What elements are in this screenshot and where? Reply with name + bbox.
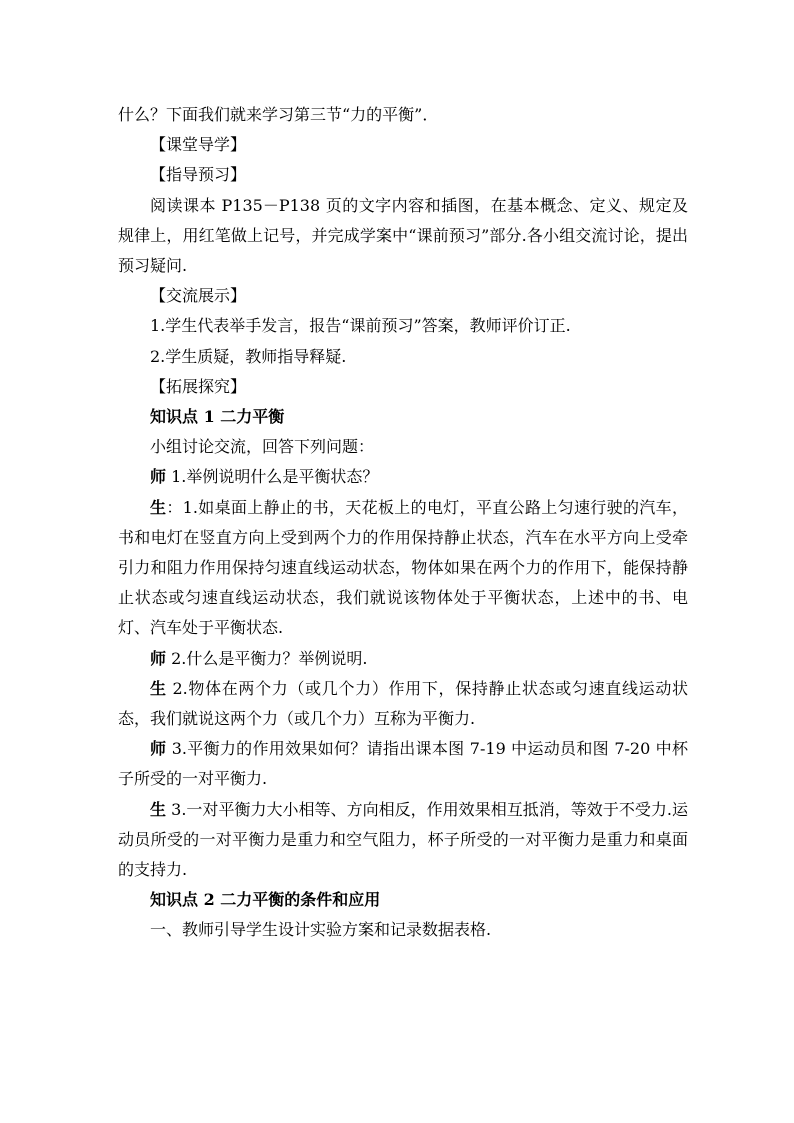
teacher-question bbox=[118, 644, 688, 674]
answer-text: 3.一对平衡力大小相等、方向相反，作用效果相互抵消，等效于不受力.运动员所受的一对平衡力是重力和空气阻力，杯子所受的一对平衡力是重力和桌面的支持力. bbox=[118, 799, 688, 880]
document-body bbox=[118, 100, 688, 946]
student-answer bbox=[118, 493, 688, 644]
teacher-question bbox=[118, 734, 688, 794]
paragraph: 小组讨论交流，回答下列问题： bbox=[150, 437, 375, 457]
paragraph: 一、教师引导学生设计实验方案和记录数据表格. bbox=[150, 920, 492, 940]
section-heading-extension: 【拓展探究】 bbox=[150, 376, 247, 396]
student-label: 生 bbox=[150, 799, 167, 819]
student-answer bbox=[118, 674, 688, 734]
teacher-question bbox=[118, 462, 688, 492]
list-item: 2.学生质疑，教师指导释疑. bbox=[150, 346, 347, 366]
question-text: 3.平衡力的作用效果如何？请指出课本图 7-19 中运动员和图 7-20 中杯子所受的一对平衡力. bbox=[118, 739, 688, 789]
student-label: 生 bbox=[150, 497, 167, 517]
knowledge-point-heading: 知识点 2 二力平衡的条件和应用 bbox=[150, 890, 381, 910]
section-heading-preview-guide: 【指导预习】 bbox=[150, 165, 247, 185]
teacher-label: 师 bbox=[150, 467, 167, 487]
answer-text: 2.物体在两个力（或几个力）作用下，保持静止状态或匀速直线运动状态，我们就说这两个力（或几个力）互称为平衡力. bbox=[118, 678, 688, 729]
teacher-label: 师 bbox=[150, 648, 167, 668]
section-heading-classroom-guide: 【课堂导学】 bbox=[150, 135, 247, 155]
question-text: 2.什么是平衡力？举例说明. bbox=[166, 648, 368, 668]
student-label: 生 bbox=[150, 678, 167, 698]
knowledge-point-heading: 知识点 1 二力平衡 bbox=[150, 407, 285, 427]
teacher-label: 师 bbox=[150, 739, 167, 759]
section-heading-exchange: 【交流展示】 bbox=[150, 286, 247, 306]
question-text: 1.举例说明什么是平衡状态？ bbox=[166, 467, 379, 487]
paragraph: 阅读课本 P135－P138 页的文字内容和插图，在基本概念、定义、规定及规律上，用红笔做上记号，并完成学案中“课前预习”部分.各小组交流讨论，提出预习疑问. bbox=[118, 195, 688, 276]
list-item: 1.学生代表举手发言，报告“课前预习”答案，教师评价订正. bbox=[150, 316, 571, 336]
paragraph: 什么？下面我们就来学习第三节“力的平衡”． bbox=[118, 105, 439, 124]
student-answer bbox=[118, 795, 688, 886]
answer-text: ：1.如桌面上静止的书，天花板上的电灯，平直公路上匀速行驶的汽车，书和电灯在竖直方向上受到两个力的作用保持静止状态，汽车在水平方向上受牵引力和阻力作用保持匀速直线运动状态，物体如果在两个力的作用下，能保持静止状态或匀速直线运动状态，我们就说该物体处于平衡状态，上述中的书、电灯、汽车处于平衡状态. bbox=[118, 497, 688, 638]
